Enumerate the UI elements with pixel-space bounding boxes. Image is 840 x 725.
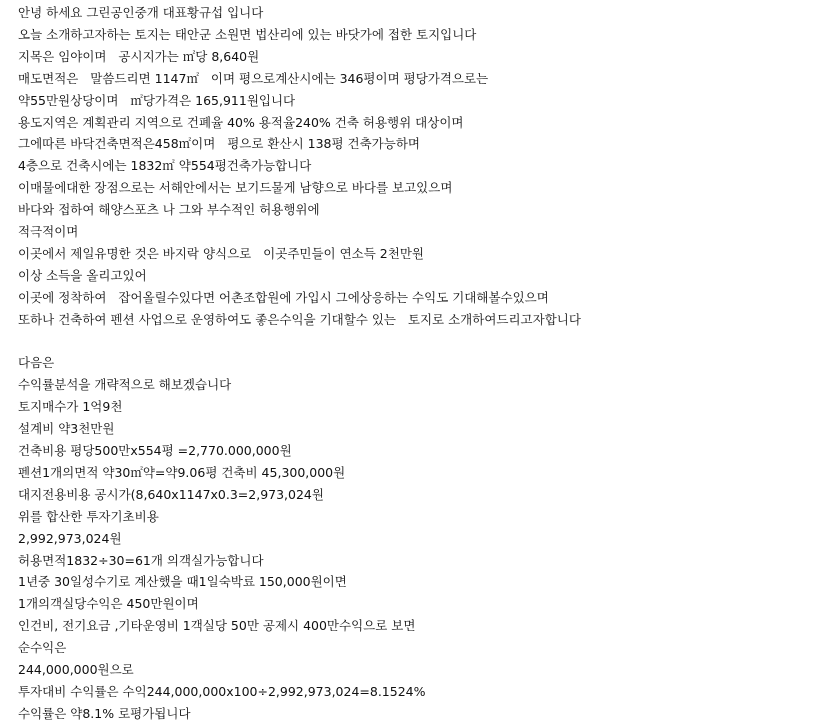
text-line: 순수익은 <box>18 640 67 656</box>
text-line: 적극적이며 <box>18 224 79 239</box>
text-line: 매도면적은 말씀드리면 1147㎡ 이며 평으로계산시에는 346평이며 평당가격으로는 <box>18 70 489 86</box>
text-line: 이상 소득을 올리고있어 <box>18 267 147 283</box>
text-line: 건축비용 평당500만x554평 =2,770.000,000원 <box>18 443 292 458</box>
text-line: 1년중 30일성수기로 계산했을 때1일숙박료 150,000원이면 <box>18 574 347 590</box>
text-line: 1개의객실당수익은 450만원이며 <box>18 596 199 612</box>
text-line: 지목은 임야이며 공시지가는 ㎡당 8,640원 <box>18 48 260 64</box>
text-line: 2,992,973,024원 <box>18 530 122 546</box>
text-line: 대지전용비용 공시가(8,640x1147x0.3=2,973,024원 <box>18 486 324 502</box>
text-line: 바다와 접하여 해양스포츠 나 그와 부수적인 허용행위에 <box>18 202 320 218</box>
text-line: 토지매수가 1억9천 <box>18 399 123 415</box>
text-line: 그에따른 바닥건축면적은458㎡이며 평으로 환산시 138평 건축가능하며 <box>18 136 420 152</box>
text-line: 위를 합산한 투자기초비용 <box>18 508 159 524</box>
text-line: 용도지역은 계획관리 지역으로 건폐율 40% 용적율240% 건축 허용행위 대상이며 <box>18 114 464 130</box>
text-line: 약55만원상당이며 ㎡당가격은 165,911원입니다 <box>18 92 296 108</box>
text-line: 이곳에 정착하여 잡어올릴수있다면 어촌조합원에 가입시 그에상응하는 수익도 기대해볼수있으며 <box>18 289 549 305</box>
text-line: 이매물에대한 장점으로는 서해안에서는 보기드물게 남향으로 바다를 보고있으며 <box>18 180 453 196</box>
text-line: 인건비, 전기요금 ,기타운영비 1객실당 50만 공제시 400만수익으로 보면 <box>18 618 416 634</box>
text-line: 허용면적1832÷30=61개 의객실가능합니다 <box>18 552 264 568</box>
text-line: 오늘 소개하고자하는 토지는 태안군 소원면 법산리에 있는 바닷가에 접한 토지입니다 <box>18 26 477 42</box>
text-line: 설계비 약3천만원 <box>18 421 115 437</box>
text-line: 투자대비 수익률은 수익244,000,000x100÷2,992,973,024=8.1524% <box>18 683 426 699</box>
text-line: 이곳에서 제일유명한 것은 바지락 양식으로 이곳주민들이 연소득 2천만원 <box>18 245 424 261</box>
text-line: 또하나 건축하여 펜션 사업으로 운영하여도 좋은수익을 기대할수 있는 토지로 소개하여드리고자합니다 <box>18 311 581 327</box>
text-line: 다음은 <box>18 355 55 371</box>
text-line: 안녕 하세요 그린공인중개 대표황규섭 입니다 <box>18 5 264 20</box>
text-line: 4층으로 건축시에는 1832㎡ 약554평건축가능합니다 <box>18 158 312 174</box>
text-line: 펜션1개의면적 약30㎡약=약9.06평 건축비 45,300,000원 <box>18 464 346 480</box>
text-line: 244,000,000원으로 <box>18 662 134 677</box>
text-line: 수익률은 약8.1% 로평가됩니다 <box>18 705 191 721</box>
text-line: 수익률분석을 개략적으로 해보겠습니다 <box>18 377 232 393</box>
